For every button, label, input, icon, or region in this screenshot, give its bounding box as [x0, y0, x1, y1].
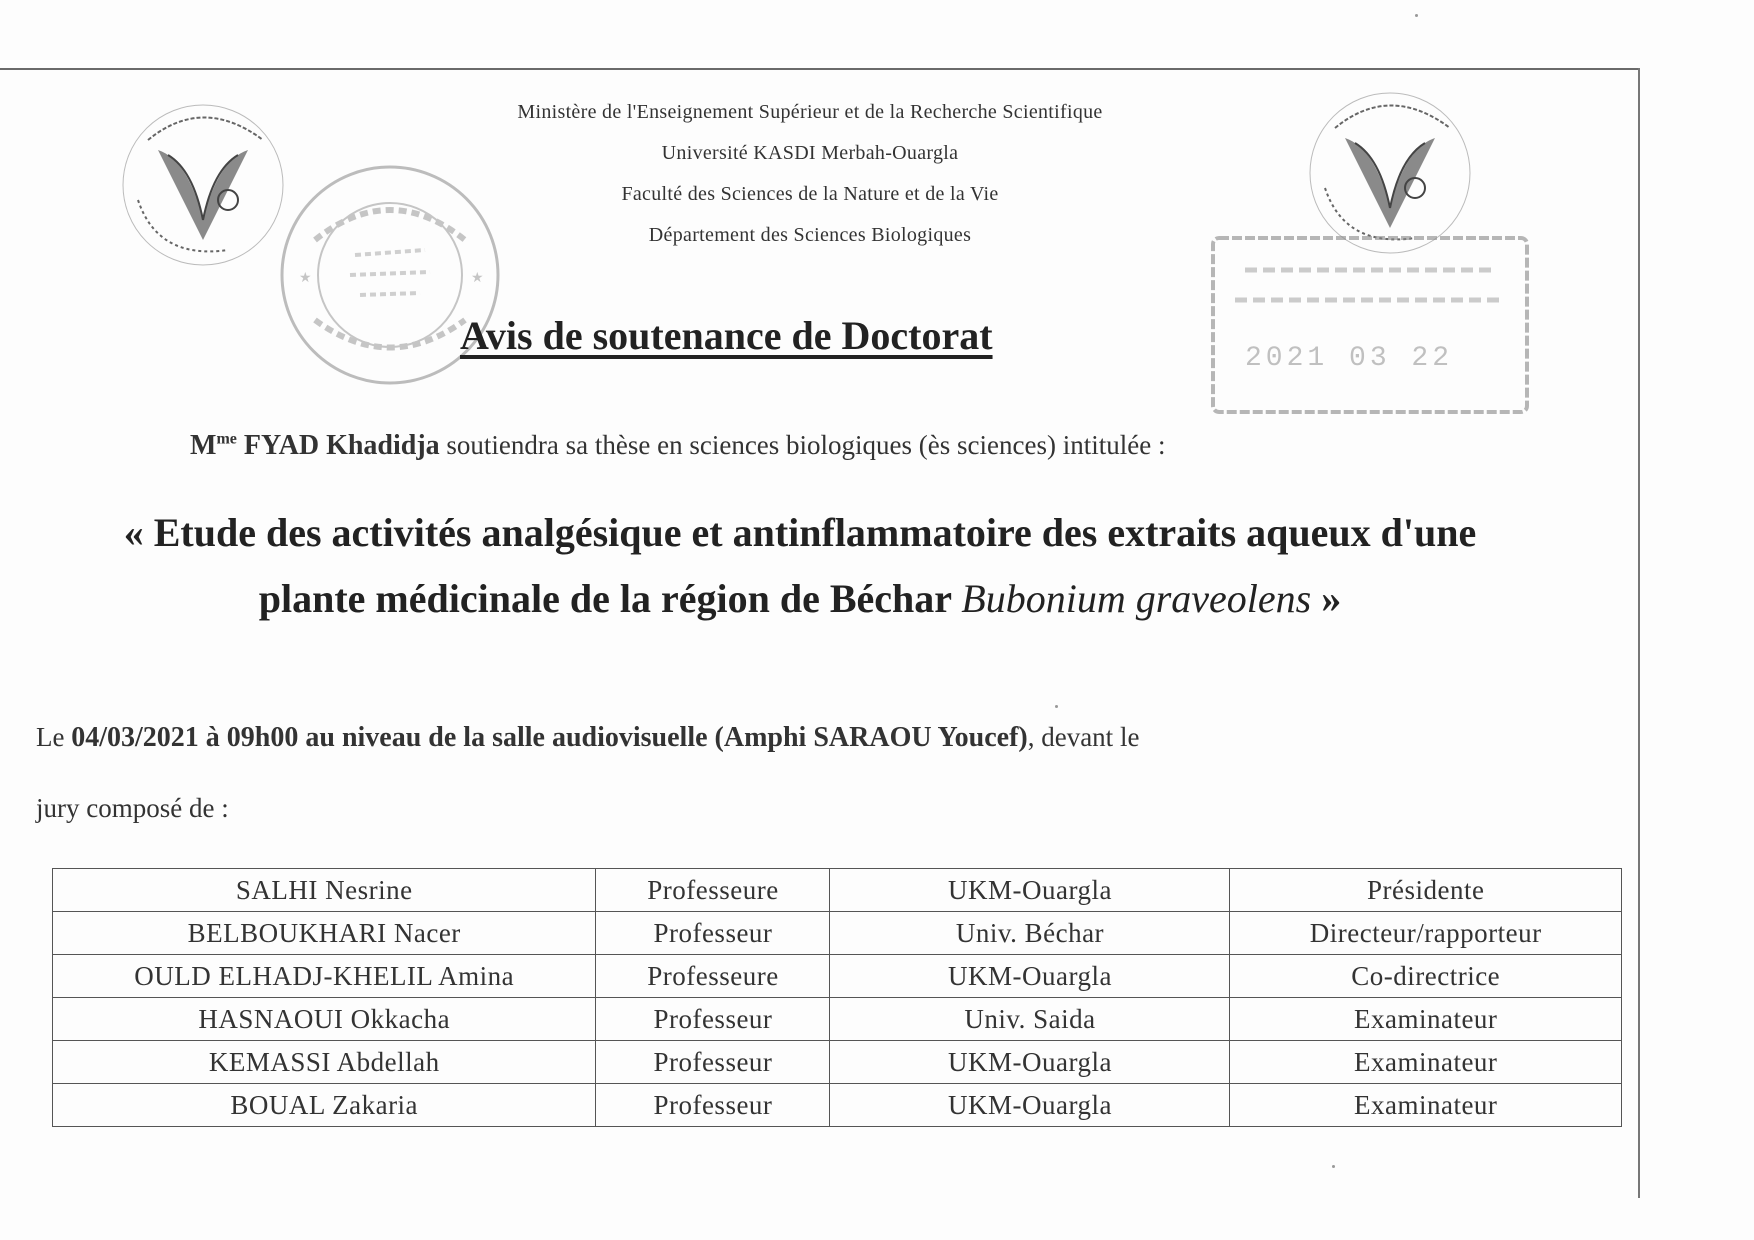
candidate-prefix: M — [190, 430, 217, 461]
institution-header — [380, 92, 1240, 256]
jury-institution: UKM-Ouargla — [830, 869, 1230, 912]
faculty-line: Faculté des Sciences de la Nature et de la Vie — [621, 183, 999, 205]
table-row — [53, 1084, 1622, 1127]
ministry-line: Ministère de l'Enseignement Supérieur et de la Recherche Scientifique — [517, 101, 1103, 123]
thesis-title-text: « Etude des activités analgésique et antinflammatoire des extraits aqueux d'une plante médicinale de la région de Béchar — [123, 510, 1477, 621]
scan-speck — [1055, 705, 1058, 708]
jury-grade: Professeur — [596, 998, 830, 1041]
thesis-close: » — [1321, 576, 1342, 621]
candidate-name: FYAD Khadidja — [243, 430, 440, 461]
jury-grade: Professeur — [596, 1041, 830, 1084]
jury-role: Co-directrice — [1230, 955, 1622, 998]
jury-role: Examinateur — [1230, 998, 1622, 1041]
university-line: Université KASDI Merbah-Ouargla — [661, 142, 959, 164]
jury-name: OULD ELHADJ-KHELIL Amina — [53, 955, 596, 998]
jury-name: BELBOUKHARI Nacer — [53, 912, 596, 955]
scan-speck — [1332, 1165, 1335, 1168]
jury-institution: UKM-Ouargla — [830, 1041, 1230, 1084]
svg-text:★: ★ — [299, 271, 312, 286]
jury-name: HASNAOUI Okkacha — [53, 998, 596, 1041]
table-row — [53, 912, 1622, 955]
table-row — [53, 869, 1622, 912]
table-row — [53, 998, 1622, 1041]
page-border-top — [0, 68, 1640, 70]
jury-grade: Professeure — [596, 955, 830, 998]
jury-institution: UKM-Ouargla — [830, 1084, 1230, 1127]
jury-grade: Professeure — [596, 869, 830, 912]
jury-institution: Univ. Béchar — [830, 912, 1230, 955]
defense-after: , devant le — [1027, 722, 1140, 752]
thesis-title — [90, 500, 1510, 632]
table-row — [53, 1041, 1622, 1084]
page-border-right — [1638, 68, 1640, 1198]
jury-role: Examinateur — [1230, 1084, 1622, 1127]
jury-name: KEMASSI Abdellah — [53, 1041, 596, 1084]
university-logo-left — [118, 100, 288, 270]
jury-institution: Univ. Saida — [830, 998, 1230, 1041]
table-row — [53, 955, 1622, 998]
stamp-date-text: 2021 03 22 — [1245, 343, 1454, 374]
jury-table — [52, 868, 1622, 1127]
jury-name: BOUAL Zakaria — [53, 1084, 596, 1127]
jury-institution: UKM-Ouargla — [830, 955, 1230, 998]
defense-date-place: 04/03/2021 à 09h00 au niveau de la salle audiovisuelle (Amphi SARAOU Youcef) — [71, 722, 1028, 753]
jury-grade: Professeur — [596, 1084, 830, 1127]
thesis-species: Bubonium graveolens — [961, 576, 1312, 621]
defense-le: Le — [36, 722, 65, 752]
jury-intro: jury composé de : — [36, 793, 229, 823]
jury-role: Présidente — [1230, 869, 1622, 912]
defense-details — [36, 722, 1139, 754]
jury-role: Directeur/rapporteur — [1230, 912, 1622, 955]
svg-text:★: ★ — [471, 271, 484, 286]
department-line: Département des Sciences Biologiques — [648, 224, 972, 246]
jury-grade: Professeur — [596, 912, 830, 955]
candidate-prefix-sup: me — [216, 430, 237, 448]
date-stamp — [1205, 230, 1535, 420]
candidate-line — [190, 430, 1165, 462]
candidate-text: soutiendra sa thèse en sciences biologiques (ès sciences) intitulée : — [446, 430, 1166, 460]
scan-speck — [1415, 14, 1418, 17]
jury-role: Examinateur — [1230, 1041, 1622, 1084]
page-title: Avis de soutenance de Doctorat — [460, 313, 993, 358]
jury-name: SALHI Nesrine — [53, 869, 596, 912]
